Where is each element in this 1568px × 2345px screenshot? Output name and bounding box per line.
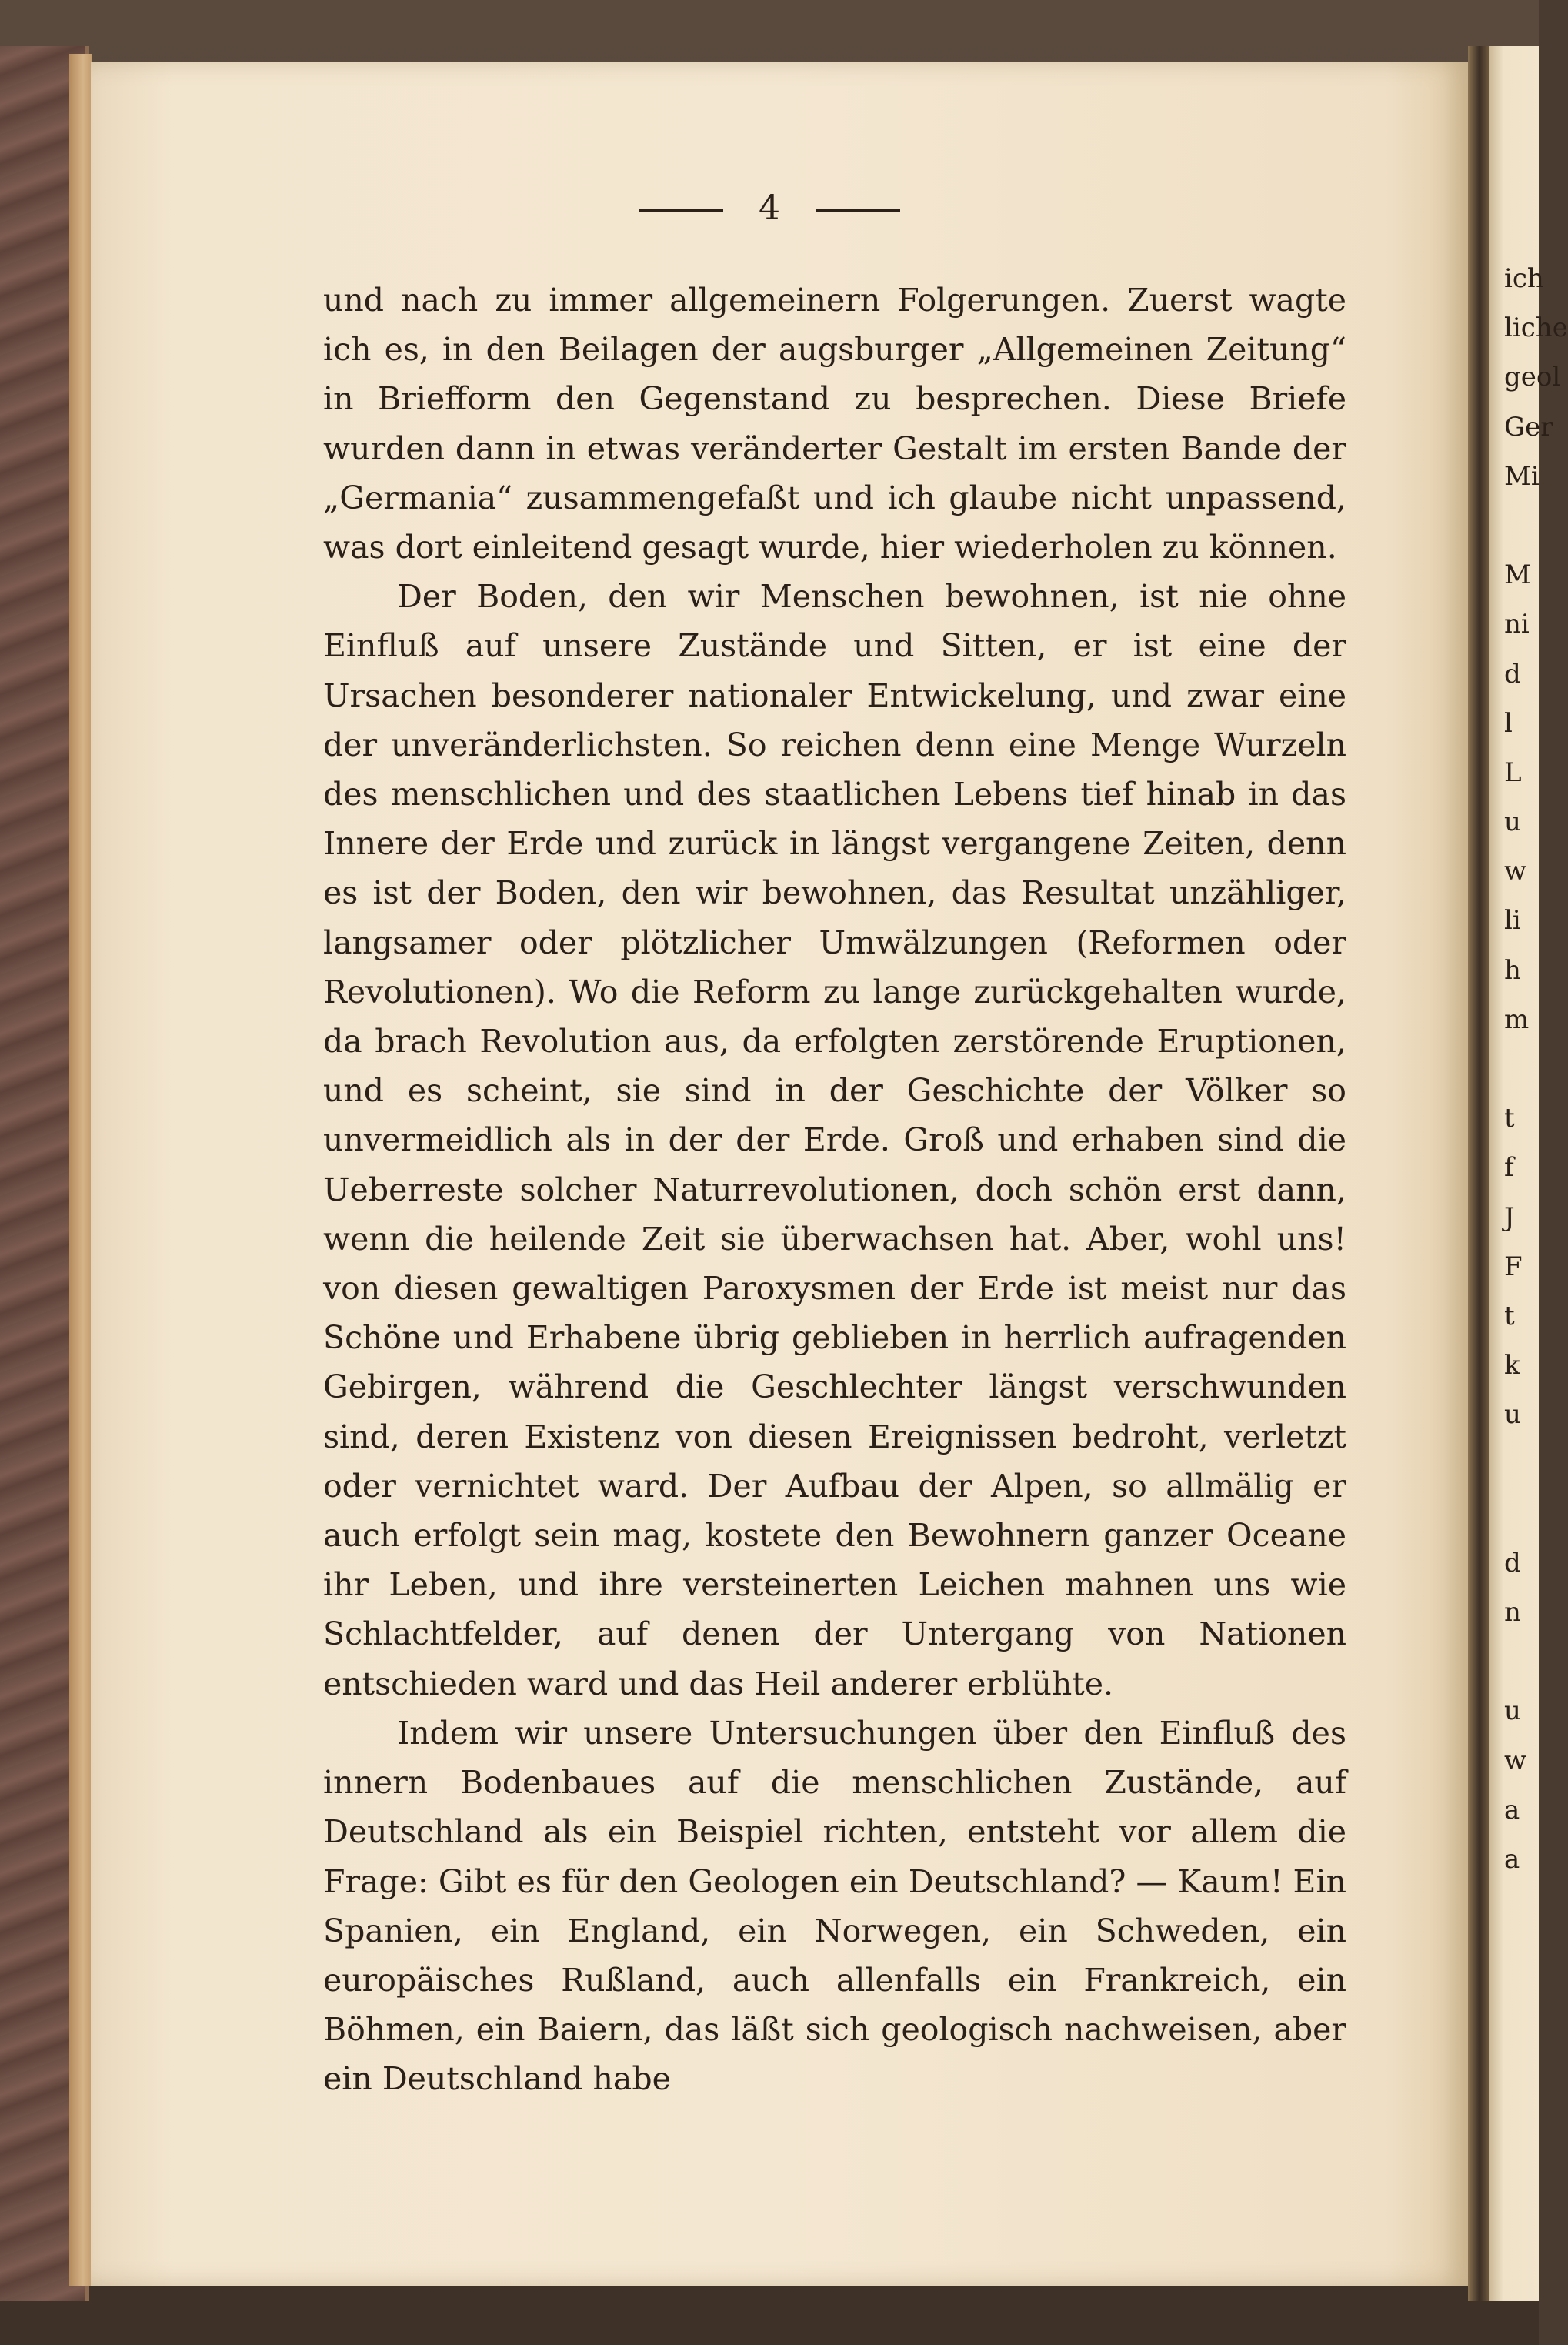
header-rule-left [639, 209, 723, 212]
margin-fragment: Ger [1504, 411, 1553, 443]
margin-fragment: k [1504, 1350, 1520, 1381]
margin-fragment: M [1504, 560, 1531, 591]
margin-fragment: d [1504, 658, 1521, 690]
margin-fragment: u [1504, 807, 1521, 838]
paragraph-2: Der Boden, den wir Menschen bewohnen, ist nie ohne Einfluß auf unsere Zustände und Sitten, er ist eine der Ursachen besonderer nationaler Entwickelung, und zwar eine der unveränderlichsten. So reichen denn eine Menge Wurzeln des menschlichen und des staatlichen Lebens tief hinab in das Innere der Erde und zurück in längst vergangene Zeiten, denn es ist der Boden, den wir bewohnen, das Resultat unzähliger, langsamer oder plötzlicher Umwälzungen (Reformen oder Revolutionen). Wo die Reform zu lange zurückgehalten wurde, da brach Revolution aus, da erfolgten zerstörende Eruptionen, und es scheint, sie sind in der Geschichte der Völker so unvermeidlich als in der der Erde. Groß und erhaben sind die Ueberreste solcher Naturrevolutionen, doch schön erst dann, wenn die heilende Zeit sie überwachsen hat. Aber, wohl uns! von diesen gewaltigen Paroxysmen der Erde ist meist nur das Schöne und Erhabene übrig geblieben in herrlich aufragenden Gebirgen, während die Geschlechter längst verschwunden sind, deren Existenz von diesen Ereignissen bedroht, verletzt oder vernichtet ward. Der Aufbau der Alpen, so allmälig er auch erfolgt sein mag, kostete den Bewohnern ganzer Oceane ihr Leben, und ihre versteinerten Leichen mahnen uns wie Schlachtfelder, auf denen der Untergang von Nationen entschieden ward und das Heil anderer erblühte. [323, 578, 1346, 1702]
header-rule-right [816, 209, 900, 212]
margin-fragment: ich [1504, 263, 1544, 294]
paragraph-1: und nach zu immer allgemeinern Folgerungen. Zuerst wagte ich es, in den Beilagen der augsburger „Allgemeinen Zeitung“ in Briefform den Gegenstand zu besprechen. Diese Briefe wurden dann in etwas veränderter Gestalt im ersten Bande der „Germania“ zusammengefaßt und ich glaube nicht unpassend, was dort einleitend gesagt wurde, hier wiederholen zu können. [323, 282, 1346, 566]
margin-fragment [1504, 1637, 1539, 1686]
margin-fragment: d [1504, 1547, 1521, 1578]
page-header [0, 189, 1539, 228]
margin-fragment: n [1504, 1597, 1521, 1628]
margin-fragment: F [1504, 1251, 1523, 1282]
margin-fragment: t [1504, 1103, 1515, 1134]
margin-fragment: Mi [1504, 460, 1540, 492]
board-edge [69, 54, 92, 2286]
body-text [323, 276, 1346, 2104]
margin-fragment [1504, 1440, 1539, 1489]
paragraph-3: Indem wir unsere Untersuchungen über den Einfluß des innern Bodenbaues auf die menschlichen Zustände, auf Deutschland als ein Beispiel richten, entsteht vor allem die Frage: Gibt es für den Geologen ein Deutschland? — Kaum! Ein Spanien, ein England, ein Norwegen, ein Schweden, ein europäisches Rußland, auch allenfalls ein Frankreich, ein Böhmen, ein Baiern, das läßt sich geologisch nachweisen, aber ein Deutschland habe [323, 1714, 1346, 2098]
margin-fragment: l [1504, 707, 1513, 739]
margin-fragment: a [1504, 1844, 1520, 1875]
margin-fragment: t [1504, 1300, 1515, 1331]
page-number: 4 [759, 189, 780, 228]
margin-fragment: li [1504, 905, 1521, 937]
margin-fragment: h [1504, 954, 1521, 986]
margin-fragment: f [1504, 1152, 1514, 1184]
margin-fragment: a [1504, 1794, 1520, 1826]
margin-fragment [1504, 501, 1539, 550]
margin-fragment: u [1504, 1695, 1521, 1727]
next-page-margin-fragments [1504, 254, 1568, 1884]
margin-fragment: w [1504, 1745, 1527, 1776]
margin-fragment: geol [1504, 362, 1561, 393]
margin-fragment: liche [1504, 312, 1568, 344]
book-gutter [1468, 46, 1491, 2301]
margin-fragment: L [1504, 757, 1522, 788]
margin-fragment: J [1504, 1201, 1515, 1233]
margin-fragment: u [1504, 1399, 1521, 1431]
margin-fragment: ni [1504, 609, 1530, 640]
margin-fragment [1504, 1489, 1539, 1538]
margin-fragment: m [1504, 1004, 1530, 1035]
margin-fragment [1504, 1044, 1539, 1094]
margin-fragment: w [1504, 856, 1527, 887]
